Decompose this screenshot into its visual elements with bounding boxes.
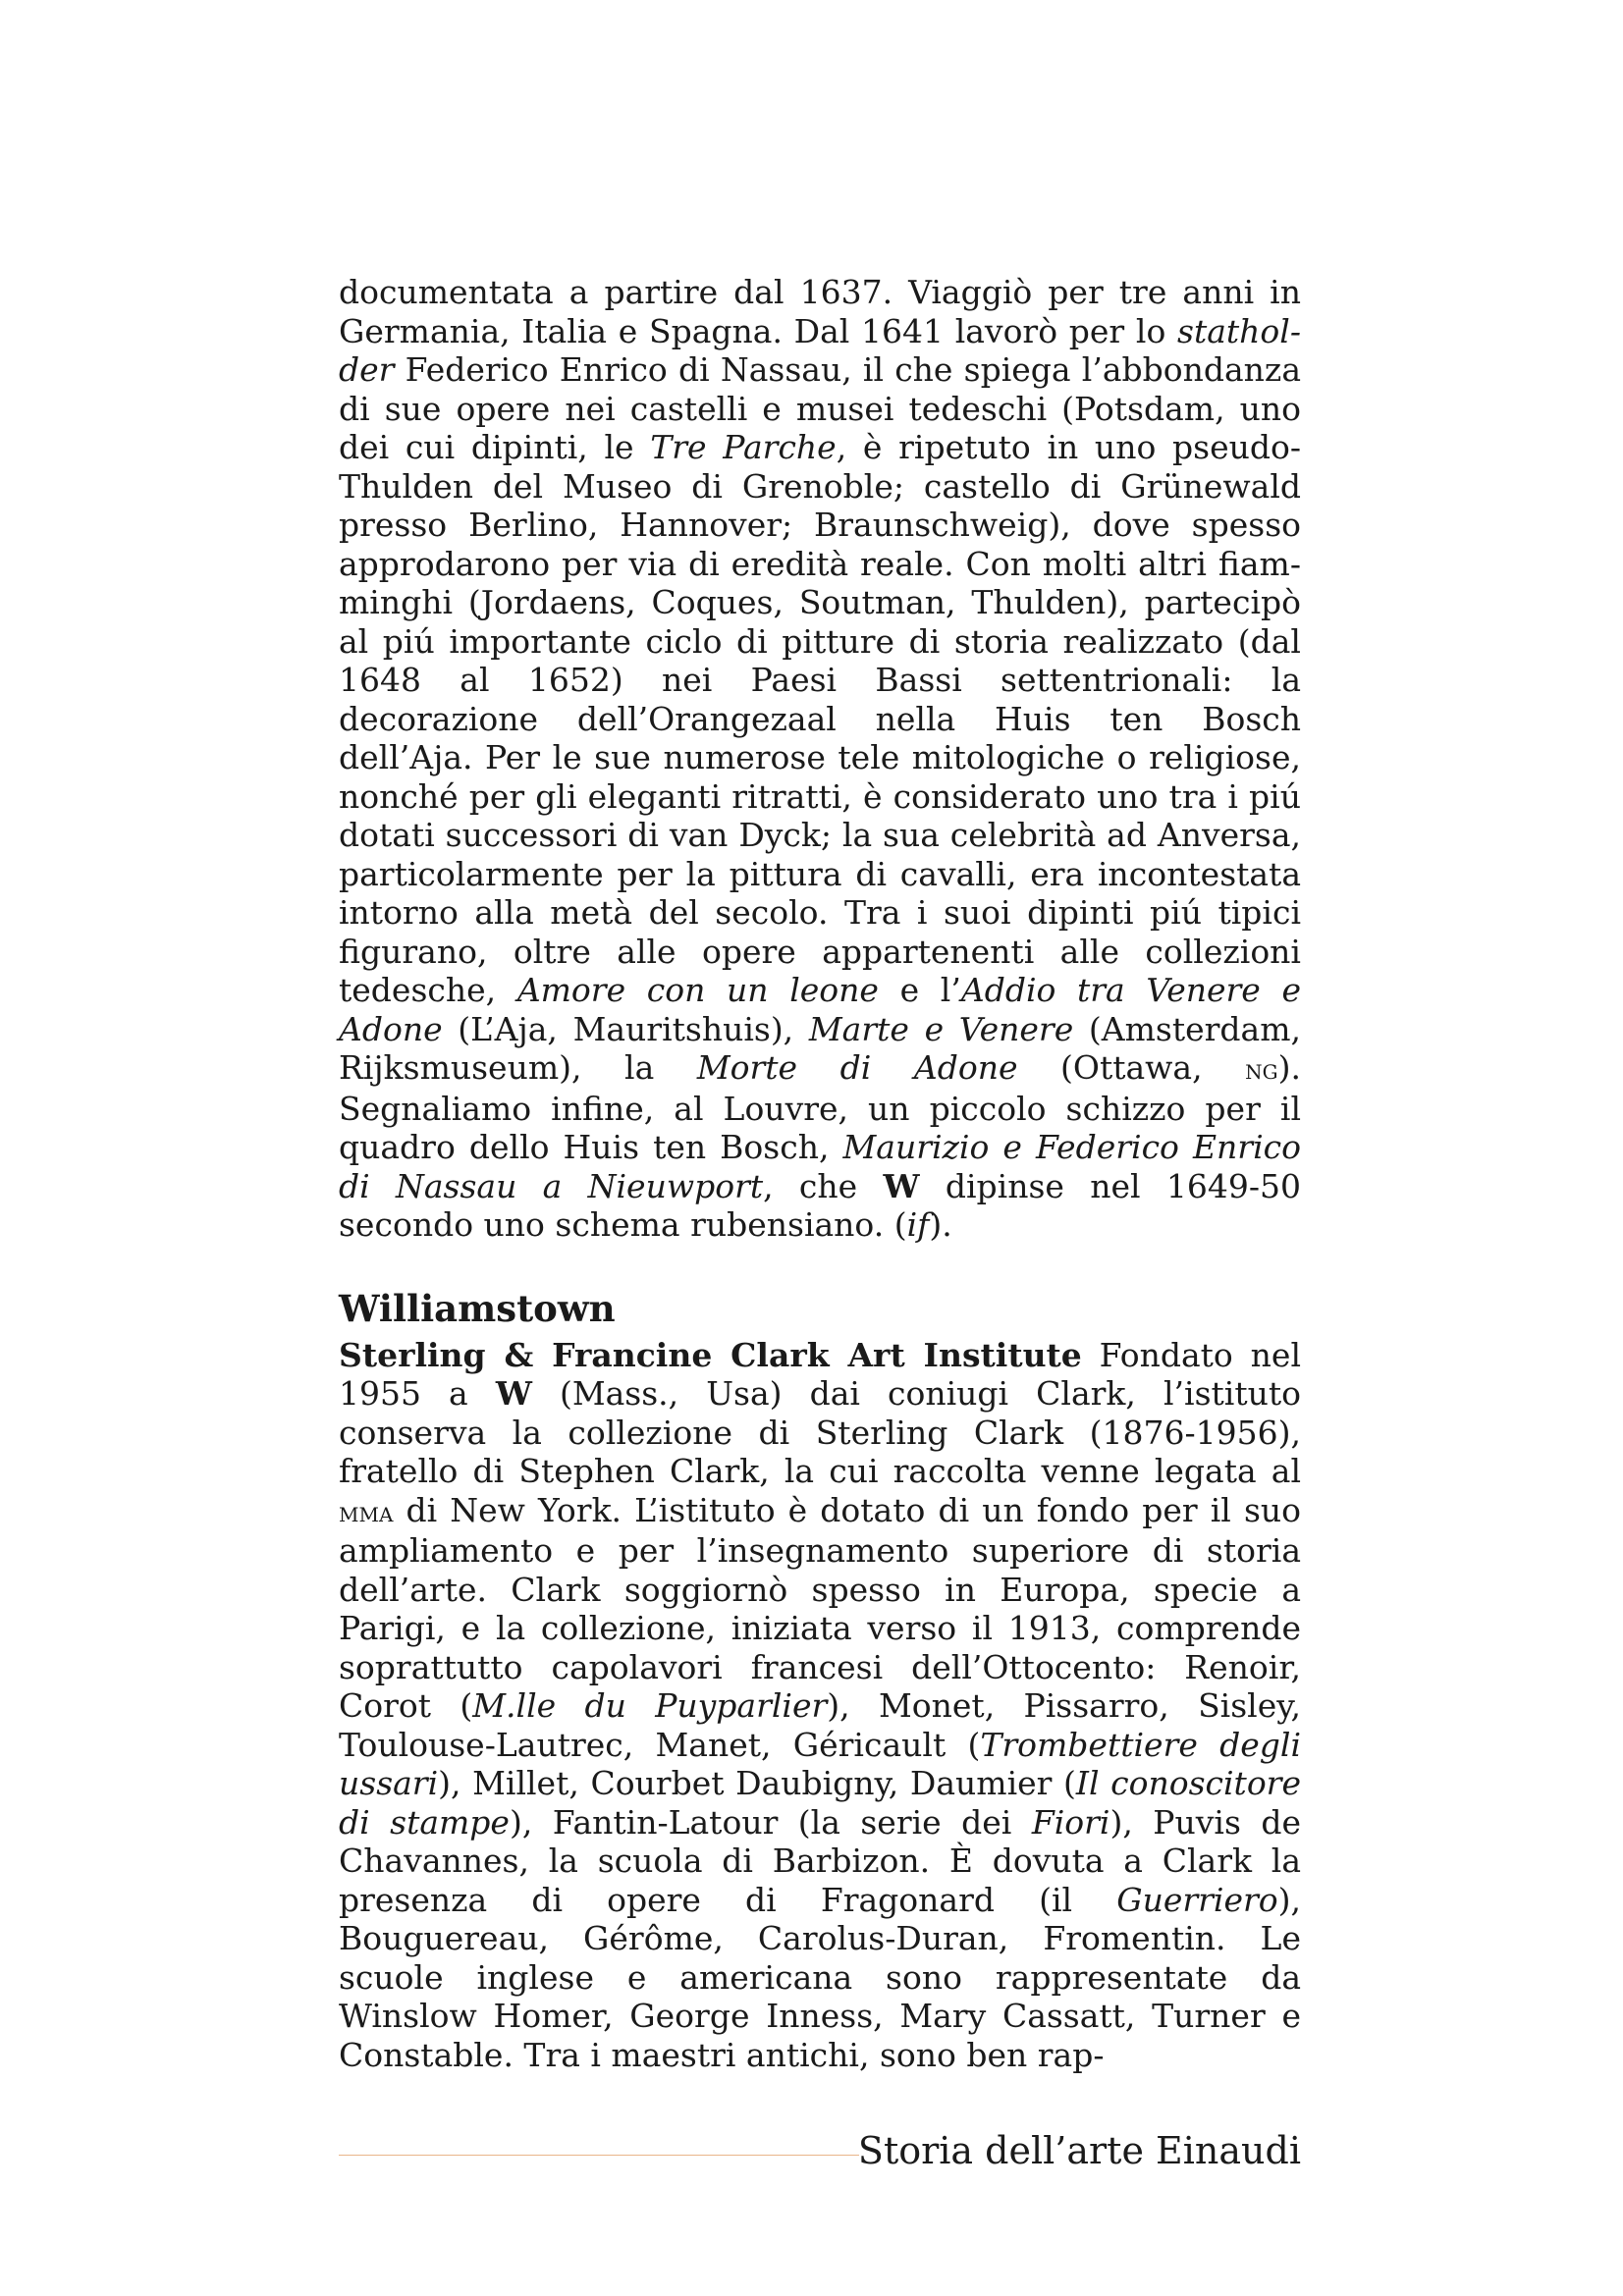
artwork-title: Marte e Venere bbox=[808, 1009, 1074, 1048]
entry-heading: Williamstown bbox=[339, 1286, 616, 1330]
text-run: ), Fantin-Latour (la serie dei bbox=[509, 1802, 1032, 1842]
text-run: dipinse nel 1649-50 secondo uno schema rubensiano. ( bbox=[339, 1166, 1302, 1244]
text-run: Federico Enrico di Nassau, il che spiega l’abbondanza di sue opere nei castelli e musei tedeschi (Potsdam, uno dei cui dipinti, le bbox=[339, 350, 1301, 466]
artwork-title: Trombettiere degli ussari bbox=[339, 1725, 1301, 1802]
footer-title: Storia dell’arte Einaudi bbox=[857, 2129, 1301, 2172]
text-run: ). Segnaliamo infine, al Louvre, un piccolo schizzo per il quadro dello Huis ten Bosch, bbox=[339, 1048, 1301, 1166]
entry-continuation-paragraph bbox=[339, 273, 1301, 1245]
text-run: , è ripetuto in uno pseudo-Thulden del Museo di Grenoble; castello di Grünewald presso Berlino, Hannover; Braunschweig), dove spesso approdarono per via di eredità reale. Con molti altri fiamminghi (Jordaens, Coques, Soutman, Thulden), partecipò al piú importante ciclo di pitture di storia realizzato (dal 1648 al 1652) nei Paesi Bassi settentrionali: la decorazione dell’Orangezaal nella Huis ten Bosch dell’Aja. Per le sue numerose tele mitologiche o religiose, nonché per gli eleganti ritratti, è considerato uno tra i piú dotati successori di van Dyck; la sua celebrità ad Anversa, particolarmente per la pittura di cavalli, era incontestata intorno alla metà del secolo. Tra i suoi dipinti piú tipici figurano, oltre alle opere appartenenti alle collezioni tedesche, bbox=[339, 428, 1301, 1009]
abbreviation: mma bbox=[339, 1494, 394, 1528]
subject-initial: W bbox=[495, 1374, 532, 1413]
page-footer bbox=[339, 2126, 1301, 2175]
text-run: , che bbox=[763, 1166, 884, 1205]
institute-name: Sterling & Francine Clark Art Institute bbox=[339, 1335, 1082, 1374]
text-run: di New York. L’istituto è dotato di un fondo per il suo ampliamento e per l’insegnamento superiore di storia dell’arte. Clark soggiornò spesso in Europa, specie a Parigi, e la collezione, iniziata verso il 1913, comprende soprattutto capolavori francesi dell’Ottocento: Renoir, Corot ( bbox=[339, 1490, 1301, 1725]
author-initials: if bbox=[906, 1205, 930, 1244]
artwork-title: Tre Parche bbox=[650, 428, 837, 466]
artwork-title: Il conoscitore di stampe bbox=[339, 1764, 1301, 1842]
artwork-title: Guerriero bbox=[1116, 1880, 1278, 1919]
text-run: ), Bouguereau, Gérôme, Carolus-Duran, Fromentin. Le scuole inglese e americana sono rappresentate da Winslow Homer, George Inness, Mary Cassatt, Turner e Constable. Tra i maestri antichi, sono ben rap- bbox=[339, 1880, 1301, 2074]
artwork-title: Maurizio e Federico Enrico di Nassau a Nieuwport bbox=[339, 1128, 1301, 1205]
text-run: ), Puvis de Chavannes, la scuola di Barbizon. È dovuta a Clark la presenza di opere di Fragonard (il bbox=[339, 1802, 1301, 1919]
text-run: ). bbox=[929, 1205, 952, 1244]
text-run: (L’Aja, Mauritshuis), bbox=[442, 1009, 809, 1048]
artwork-title: Addio tra Venere e Adone bbox=[339, 971, 1302, 1048]
entry-clark-paragraph bbox=[339, 1336, 1301, 2075]
artwork-title: M.lle du Puyparlier bbox=[472, 1686, 828, 1725]
artwork-title: Fiori bbox=[1031, 1802, 1110, 1842]
page-body bbox=[339, 273, 1301, 2074]
abbreviation: ng bbox=[1245, 1052, 1278, 1086]
text-run: e l’ bbox=[878, 971, 961, 1009]
text-run: Fondato nel 1955 a bbox=[339, 1335, 1301, 1413]
text-run: ), Monet, Pissarro, Sisley, Toulouse-Lautrec, Manet, Géricault ( bbox=[339, 1686, 1301, 1764]
subject-initial: W bbox=[883, 1166, 920, 1205]
text-run: documentata a partire dal 1637. Viaggiò per tre anni in Germania, Italia e Spagna. Dal 1641 lavorò per lo bbox=[339, 273, 1301, 350]
text-run: (Amsterdam, Rijksmuseum), la bbox=[339, 1009, 1301, 1087]
italic-term: statholder bbox=[339, 311, 1301, 389]
text-run: (Ottawa, bbox=[1017, 1048, 1246, 1087]
text-run: ), Millet, Courbet Daubigny, Daumier ( bbox=[438, 1764, 1076, 1802]
footer-rule bbox=[339, 2155, 859, 2156]
text-run: (Mass., Usa) dai coniugi Clark, l’istituto conserva la collezione di Sterling Clark (1876-1956), fratello di Stephen Clark, la cui raccolta venne legata al bbox=[339, 1374, 1301, 1490]
artwork-title: Morte di Adone bbox=[696, 1048, 1018, 1087]
artwork-title: Amore con un leone bbox=[516, 971, 879, 1009]
